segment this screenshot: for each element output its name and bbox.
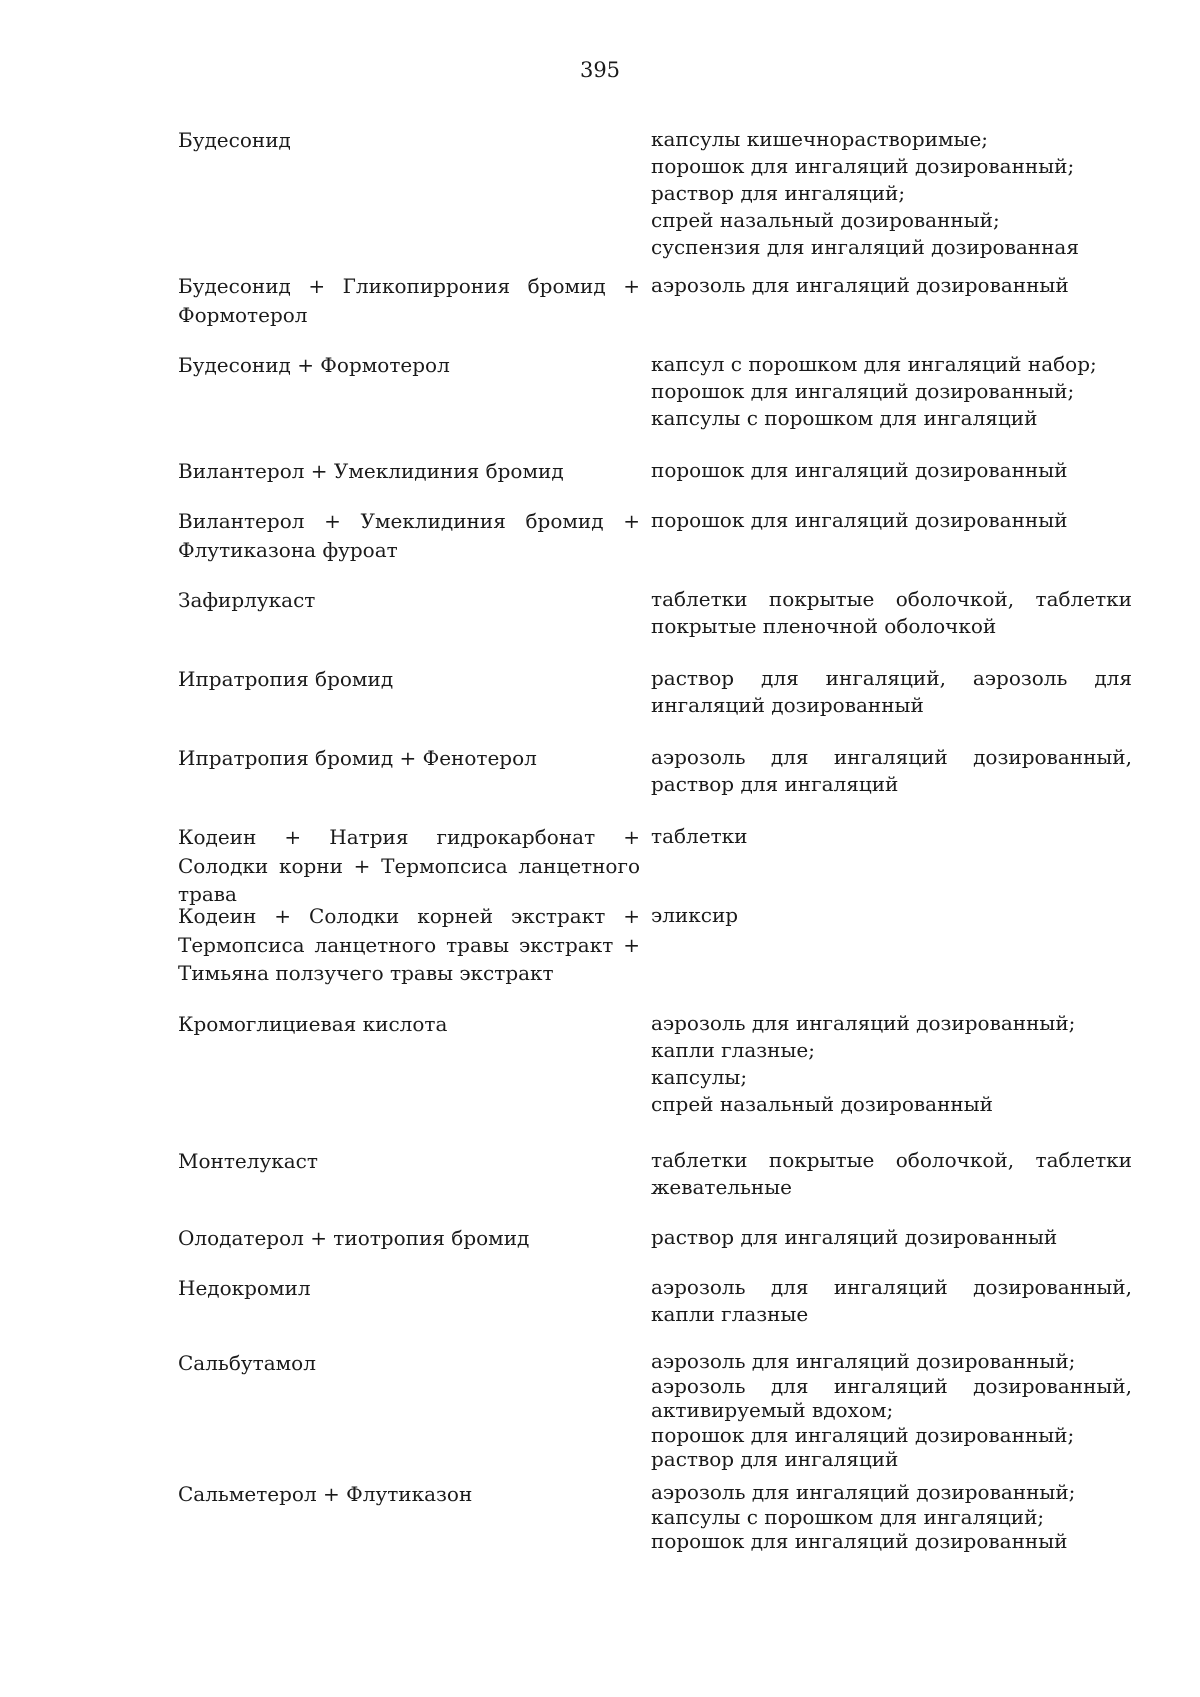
drug-name: Вилантерол + Умеклидиния бромид + Флутиказона фуроат <box>178 509 640 562</box>
dosage-form: эликсир <box>651 903 739 927</box>
dosage-form: капсулы с порошком для ингаляций <box>651 406 1038 430</box>
dosage-form: аэрозоль для ингаляций дозированный, активируемый вдохом; <box>651 1373 1132 1422</box>
dosage-forms <box>651 1274 1132 1328</box>
drug-name: Будесонид + Формотерол <box>178 353 450 377</box>
dosage-form: таблетки <box>651 824 748 848</box>
table-row <box>178 586 1132 665</box>
dosage-forms <box>651 1224 1132 1251</box>
drug-name: Зафирлукаст <box>178 588 316 612</box>
dosage-form: суспензия для ингаляций дозированная <box>651 235 1079 259</box>
page-number: 395 <box>579 58 621 82</box>
dosage-form: капсулы кишечнорастворимые; <box>651 127 989 151</box>
table-row <box>178 744 1132 823</box>
dosage-forms <box>651 665 1132 719</box>
table-row <box>178 272 1132 351</box>
dosage-form: капсулы; <box>651 1065 748 1089</box>
table-row <box>178 507 1132 586</box>
dosage-form: капли глазные; <box>651 1038 815 1062</box>
table-row <box>178 665 1132 744</box>
dosage-forms <box>651 586 1132 640</box>
table-row <box>178 1480 1132 1560</box>
dosage-form: аэрозоль для ингаляций дозированный; <box>651 1011 1076 1035</box>
dosage-forms <box>651 507 1132 534</box>
dosage-form: аэрозоль для ингаляций дозированный, раствор для ингаляций <box>651 745 1132 796</box>
dosage-forms <box>651 351 1132 432</box>
dosage-forms <box>651 1480 1132 1554</box>
drug-name: Сальбутамол <box>178 1351 316 1375</box>
drug-name: Олодатерол + тиотропия бромид <box>178 1226 530 1250</box>
dosage-forms <box>651 744 1132 798</box>
table-row <box>178 902 1132 1010</box>
table-row <box>178 1010 1132 1147</box>
dosage-form: аэрозоль для ингаляций дозированный; <box>651 1349 1076 1373</box>
drug-name: Будесонид <box>178 128 291 152</box>
dosage-form: раствор для ингаляций, аэрозоль для ингаляций дозированный <box>651 666 1132 717</box>
dosage-forms <box>651 1147 1132 1201</box>
dosage-form: порошок для ингаляций дозированный; <box>651 154 1075 178</box>
drug-name: Сальметерол + Флутиказон <box>178 1482 473 1506</box>
table-row <box>178 1349 1132 1480</box>
drug-name: Кодеин + Натрия гидрокарбонат + Солодки корни + Термопсиса ланцетного трава <box>178 825 640 906</box>
drug-name: Вилантерол + Умеклидиния бромид <box>178 459 564 483</box>
dosage-form: порошок для ингаляций дозированный; <box>651 379 1075 403</box>
dosage-forms <box>651 902 1132 929</box>
dosage-form: порошок для ингаляций дозированный; <box>651 1422 1075 1447</box>
table-row <box>178 126 1132 272</box>
table-row <box>178 1224 1132 1274</box>
drug-name: Кодеин + Солодки корней экстракт + Термопсиса ланцетного травы экстракт + Тимьяна ползучего травы экстракт <box>178 904 640 985</box>
drug-name: Недокромил <box>178 1276 311 1300</box>
table-row <box>178 351 1132 457</box>
drug-table <box>178 126 1132 1560</box>
dosage-form: аэрозоль для ингаляций дозированный, капли глазные <box>651 1275 1132 1326</box>
dosage-forms <box>651 823 1132 850</box>
dosage-forms <box>651 1349 1132 1472</box>
dosage-form: таблетки покрытые оболочкой, таблетки покрытые пленочной оболочкой <box>651 587 1132 638</box>
dosage-form: спрей назальный дозированный <box>651 1092 994 1116</box>
table-row <box>178 823 1132 906</box>
dosage-forms <box>651 1010 1132 1118</box>
dosage-form: капсулы с порошком для ингаляций; <box>651 1504 1045 1529</box>
drug-name: Кромоглициевая кислота <box>178 1012 448 1036</box>
drug-name: Ипратропия бромид + Фенотерол <box>178 746 537 770</box>
dosage-form: капсул с порошком для ингаляций набор; <box>651 352 1097 376</box>
table-row <box>178 457 1132 507</box>
dosage-form: раствор для ингаляций <box>651 1447 899 1471</box>
dosage-form: спрей назальный дозированный; <box>651 208 1000 232</box>
drug-name: Будесонид + Гликопиррония бромид + Формотерол <box>178 274 640 327</box>
dosage-form: раствор для ингаляций; <box>651 181 906 205</box>
dosage-forms <box>651 272 1132 299</box>
table-row <box>178 1274 1132 1349</box>
dosage-form: порошок для ингаляций дозированный <box>651 458 1068 482</box>
dosage-form: порошок для ингаляций дозированный <box>651 508 1068 532</box>
drug-name: Ипратропия бромид <box>178 667 394 691</box>
dosage-form: аэрозоль для ингаляций дозированный <box>651 273 1069 297</box>
drug-name: Монтелукаст <box>178 1149 318 1173</box>
dosage-form: аэрозоль для ингаляций дозированный; <box>651 1480 1076 1504</box>
dosage-forms <box>651 126 1132 261</box>
dosage-forms <box>651 457 1132 484</box>
dosage-form: таблетки покрытые оболочкой, таблетки жевательные <box>651 1148 1132 1199</box>
dosage-form: раствор для ингаляций дозированный <box>651 1225 1058 1249</box>
table-row <box>178 1147 1132 1224</box>
dosage-form: порошок для ингаляций дозированный <box>651 1529 1068 1553</box>
